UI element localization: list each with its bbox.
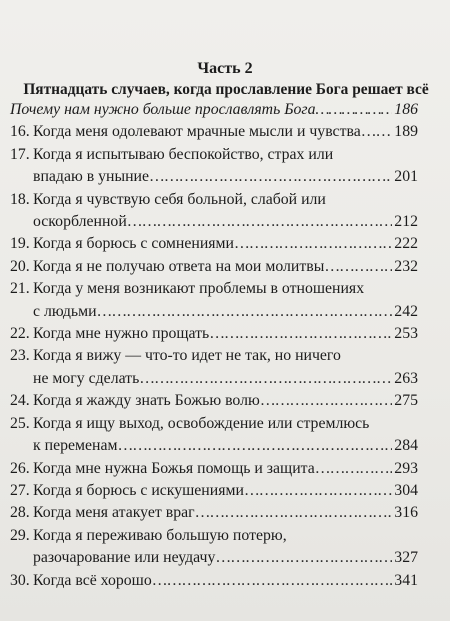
toc-entry-number: 27. xyxy=(10,481,30,499)
toc-page-number: 242 xyxy=(394,302,418,320)
toc-entry-number: 30. xyxy=(10,571,30,589)
dot-leader xyxy=(234,233,392,255)
toc-entry-title: Когда я переживаю большую потерю, xyxy=(33,526,287,544)
dot-leader xyxy=(195,502,393,524)
toc-entry-number: 17. xyxy=(10,145,30,163)
toc-page-number: 293 xyxy=(394,459,418,477)
toc-entry-number: 16. xyxy=(10,123,30,141)
toc-page-number: 316 xyxy=(394,504,418,522)
toc-page-number: 263 xyxy=(394,369,418,387)
toc-entry-22[interactable] xyxy=(10,323,418,345)
toc-page-number: 253 xyxy=(394,325,418,343)
toc-entry-title: Когда мне нужна Божья помощь и защита xyxy=(33,459,315,477)
toc-entry-24[interactable] xyxy=(10,390,418,412)
toc-entry-title-cont: разочарование или неудачу xyxy=(33,549,216,567)
dot-leader xyxy=(316,99,393,121)
toc-page-number: 189 xyxy=(394,123,418,141)
dot-leader xyxy=(215,547,392,569)
dot-leader xyxy=(244,480,392,502)
toc-entry-title: Почему нам нужно больше прославлять Бога xyxy=(10,101,316,118)
dot-leader xyxy=(315,458,393,480)
toc-entry-title-cont: впадаю в уныние xyxy=(33,168,150,186)
dot-leader xyxy=(139,368,392,390)
toc-entry-21[interactable] xyxy=(10,278,418,323)
toc-entry-26[interactable] xyxy=(10,458,418,480)
toc-page-number: 341 xyxy=(394,571,418,589)
toc-entry-number: 29. xyxy=(10,526,30,544)
toc-entry-title: Когда я борюсь с сомнениями xyxy=(33,235,235,253)
toc-entry-number: 25. xyxy=(10,414,30,432)
toc-entry-number: 20. xyxy=(10,257,30,275)
toc-entry-number: 18. xyxy=(10,190,30,208)
dot-leader xyxy=(97,301,393,323)
toc-entry-title: Когда я борюсь с искушениями xyxy=(33,481,244,499)
toc-entry-intro[interactable] xyxy=(10,99,418,121)
dot-leader xyxy=(149,166,392,188)
toc-entry-30[interactable] xyxy=(10,570,418,592)
toc-page-number: 212 xyxy=(394,213,418,231)
toc-entry-title-cont: с людьми xyxy=(33,302,97,320)
table-of-contents xyxy=(10,99,418,592)
toc-entry-title: Когда я вижу — что-то идет не так, но ничего xyxy=(33,347,341,365)
toc-entry-25[interactable] xyxy=(10,413,418,458)
dot-leader xyxy=(117,435,392,457)
toc-entry-23[interactable] xyxy=(10,345,418,390)
toc-entry-title-cont: оскорбленной xyxy=(33,213,127,231)
toc-entry-number: 21. xyxy=(10,280,30,298)
toc-entry-title-cont: не могу сделать xyxy=(33,369,140,387)
toc-page-number: 186 xyxy=(394,101,418,118)
toc-page-number: 304 xyxy=(394,481,418,499)
dot-leader xyxy=(209,323,392,345)
toc-entry-title: Когда я жажду знать Божью волю xyxy=(33,392,260,410)
toc-page-number: 201 xyxy=(394,168,418,186)
toc-entry-19[interactable] xyxy=(10,233,418,255)
dot-leader xyxy=(127,211,393,233)
toc-entry-title: Когда меня одолевают мрачные мысли и чувства xyxy=(33,123,361,141)
toc-entry-number: 19. xyxy=(10,235,30,253)
toc-entry-title: Когда у меня возникают проблемы в отношениях xyxy=(33,280,365,298)
toc-page-number: 222 xyxy=(394,235,418,253)
toc-entry-number: 28. xyxy=(10,504,30,522)
section-title: Пятнадцать случаев, когда прославление Бога решает всё xyxy=(23,81,429,98)
toc-entry-17[interactable] xyxy=(10,144,418,189)
toc-entry-28[interactable] xyxy=(10,502,418,524)
toc-entry-number: 23. xyxy=(10,347,30,365)
dot-leader xyxy=(361,121,393,143)
toc-entry-number: 26. xyxy=(10,459,30,477)
toc-entry-27[interactable] xyxy=(10,480,418,502)
toc-entry-title: Когда я чувствую себя больной, слабой или xyxy=(33,190,326,208)
toc-entry-title: Когда я испытываю беспокойство, страх или xyxy=(33,145,334,163)
dot-leader xyxy=(324,256,392,278)
toc-entry-title: Когда меня атакует враг xyxy=(33,504,195,522)
toc-entry-20[interactable] xyxy=(10,256,418,278)
toc-page-number: 284 xyxy=(394,437,418,455)
toc-entry-title: Когда мне нужно прощать xyxy=(33,325,210,343)
toc-page-number: 232 xyxy=(394,257,418,275)
dot-leader xyxy=(152,570,393,592)
toc-entry-18[interactable] xyxy=(10,189,418,234)
toc-entry-29[interactable] xyxy=(10,525,418,570)
toc-entry-title: Когда я ищу выход, освобождение или стремлюсь xyxy=(33,414,370,432)
toc-entry-number: 22. xyxy=(10,325,30,343)
toc-entry-title: Когда я не получаю ответа на мои молитвы xyxy=(33,257,325,275)
toc-page-number: 275 xyxy=(394,392,418,410)
toc-entry-16[interactable] xyxy=(10,121,418,143)
toc-entry-title-cont: к переменам xyxy=(33,437,118,455)
toc-page-number: 327 xyxy=(394,549,418,567)
toc-entry-number: 24. xyxy=(10,392,30,410)
dot-leader xyxy=(260,390,392,412)
part-title: Часть 2 xyxy=(197,60,253,77)
toc-entry-title: Когда всё хорошо xyxy=(33,571,152,589)
